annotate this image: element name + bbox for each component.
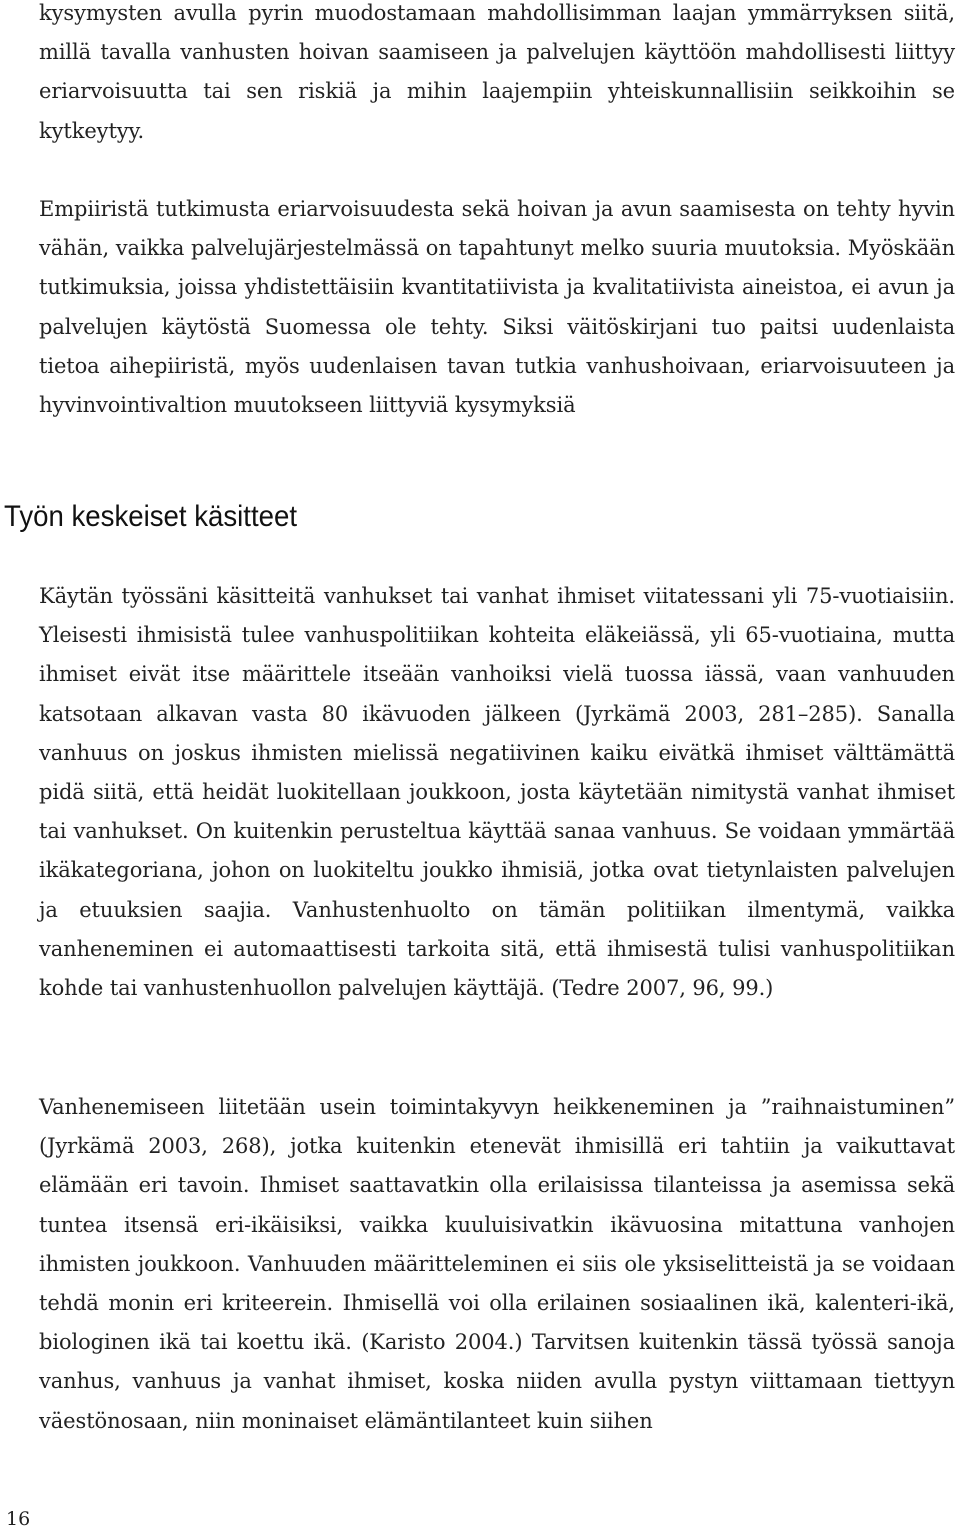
section-heading: Työn keskeiset käsitteet (4, 500, 298, 533)
body-paragraph: kysymysten avulla pyrin muodostamaan mahdollisimman laajan ymmärryksen siitä, millä tavalla vanhusten hoivan saamiseen ja palvelujen käyttöön mahdollisesti liittyy eriarvoisuutta tai sen riskiä ja mihin laajempiin yhteiskunnallisiin seikkoihin se kytkeytyy. (39, 1, 955, 143)
body-paragraph: Vanhenemiseen liitetään usein toimintakyvyn heikkeneminen ja ”raihnaistuminen” (Jyrkämä 2003, 268), jotka kuitenkin etenevät ihmisillä eri tahtiin ja vaikuttavat elämään eri tavoin. Ihmiset saattavatkin olla erilaisissa tilanteissa ja asemissa sekä tuntea itsensä eri-ikäisiksi, vaikka kuuluisivatkin ikävuosina mitattuna vanhojen ihmisten joukkoon. Vanhuuden määritteleminen ei siis ole yksiselitteistä ja se voidaan tehdä monin eri kriteerein. Ihmisellä voi olla erilainen sosiaalinen ikä, kalenteri-ikä, biologinen ikä tai koettu ikä. (Karisto 2004.) Tarvitsen kuitenkin tässä työssä sanoja vanhus, vanhuus ja vanhat ihmiset, koska niiden avulla pystyn viittamaan tiettyyn väestönosaan, niin moninaiset elämäntilanteet kuin siihen (39, 1095, 955, 1433)
body-paragraph: Käytän työssäni käsitteitä vanhukset tai vanhat ihmiset viitatessani yli 75-vuotiaisiin. Yleisesti ihmisistä tulee vanhuspolitiikan kohteita eläkeiässä, yli 65-vuotiaina, mutta ihmiset eivät itse määrittele itseään vanhoiksi vielä tuossa iässä, vaan vanhuuden katsotaan alkavan vasta 80 ikävuoden jälkeen (Jyrkämä 2003, 281–285). Sanalla vanhuus on joskus ihmisten mielissä negatiivinen kaiku eivätkä ihmiset välttämättä pidä siitä, että heidät luokitellaan joukkoon, josta käytetään nimitystä vanhat ihmiset tai vanhukset. On kuitenkin perusteltua käyttää sanaa vanhuus. Se voidaan ymmärtää ikäkategoriana, johon on luokiteltu joukko ihmisiä, jotka ovat tietynlaisten palvelujen ja etuuksien saajia. Vanhustenhuolto on tämän politiikan ilmentymä, vaikka vanheneminen ei automaattisesti tarkoita sitä, että ihmisestä tulisi vanhuspolitiikan kohde tai vanhustenhuollon palvelujen käyttäjä. (Tedre 2007, 96, 99.) (39, 584, 955, 1001)
body-paragraph: Empiiristä tutkimusta eriarvoisuudesta sekä hoivan ja avun saamisesta on tehty hyvin vähän, vaikka palvelujärjestelmässä on tapahtunyt melko suuria muutoksia. Myöskään tutkimuksia, joissa yhdistettäisiin kvantitatiivista ja kvalitatiivista aineistoa, ei avun ja palvelujen käytöstä Suomessa ole tehty. Siksi väitöskirjani tuo paitsi uudenlaista tietoa aihepiiristä, myös uudenlaisen tavan tutkia vanhushoivaan, eriarvoisuuteen ja hyvinvointivaltion muutokseen liittyviä kysymyksiä (39, 197, 955, 418)
page-number: 16 (6, 1508, 31, 1530)
